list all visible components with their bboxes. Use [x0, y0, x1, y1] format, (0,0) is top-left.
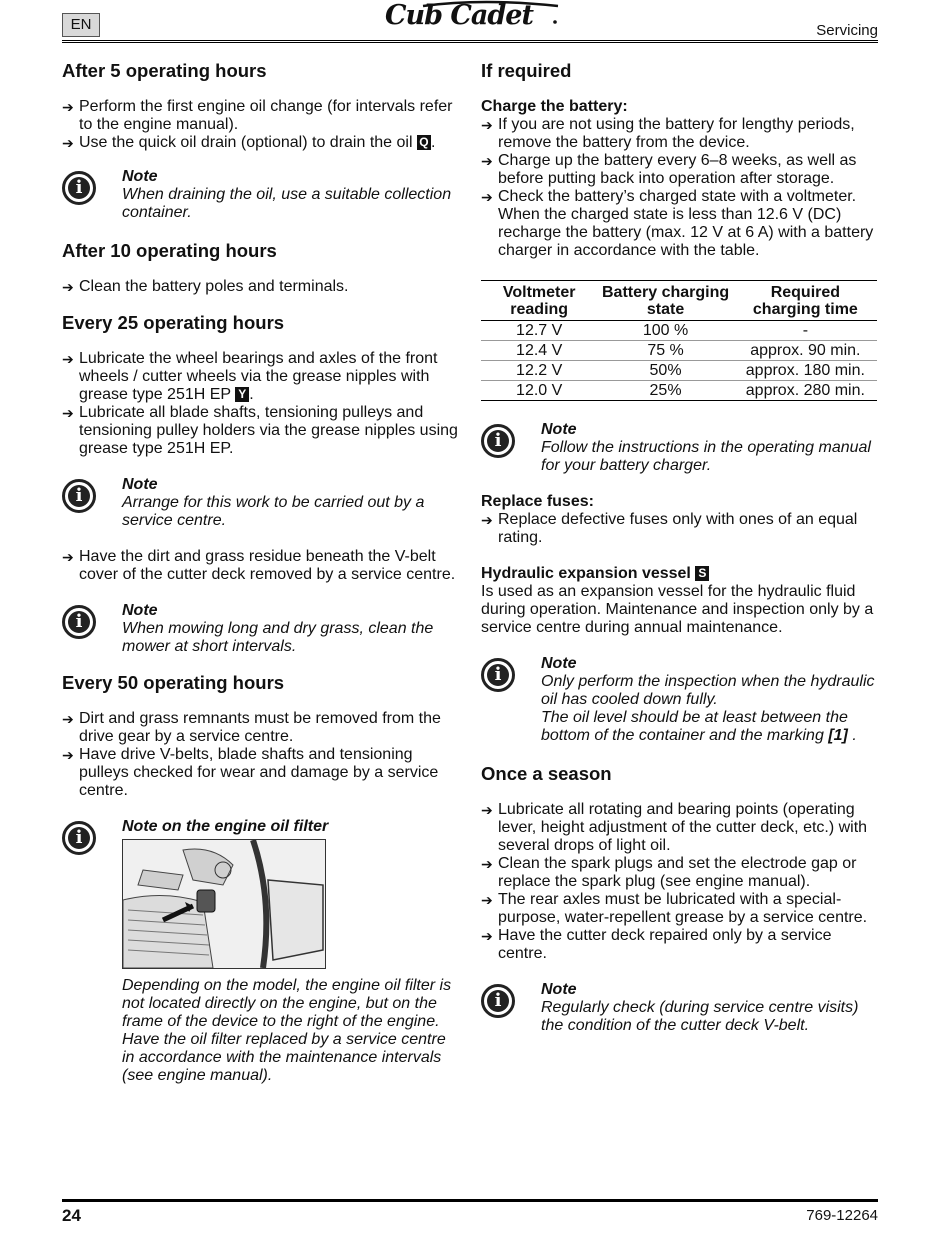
arrow-icon: ➔	[481, 928, 493, 944]
info-icon: i	[62, 821, 96, 855]
table-row	[481, 321, 877, 341]
note-block	[481, 655, 879, 745]
note-body: The oil level should be at least between the bottom of the container and the marking [1] .	[541, 709, 857, 744]
note-body: When draining the oil, use a suitable collection container.	[122, 186, 452, 221]
note-body: When mowing long and dry grass, clean the mower at short intervals.	[122, 620, 434, 655]
page-number: 24	[62, 1206, 81, 1225]
arrow-icon: ➔	[481, 856, 493, 872]
note-block	[481, 981, 879, 1035]
heading-every-50-hours: Every 50 operating hours	[62, 672, 285, 693]
info-icon: i	[481, 658, 515, 692]
table-row	[481, 341, 877, 361]
note-body: Regularly check (during service centre visits) the condition of the cutter deck V-belt.	[541, 999, 859, 1034]
arrow-icon: ➔	[481, 117, 493, 133]
heading-after-10-hours: After 10 operating hours	[62, 240, 277, 261]
note-title: Note	[541, 655, 577, 672]
table-cell: 12.2 V	[481, 361, 597, 381]
arrow-icon: ➔	[62, 135, 74, 151]
arrow-icon: ➔	[62, 99, 74, 115]
table-cell: approx. 180 min.	[734, 361, 877, 381]
hydraulic-body: Is used as an expansion vessel for the hydraulic fluid during operation. Maintenance and inspection only by a service centre during annual maintenance.	[481, 583, 874, 636]
table-cell: 25%	[597, 381, 733, 401]
arrow-icon: ➔	[481, 512, 493, 528]
note-body: Follow the instructions in the operating manual for your battery charger.	[541, 439, 871, 474]
table-cell: 75 %	[597, 341, 733, 361]
info-icon: i	[62, 171, 96, 205]
list-item: ➔ Have the cutter deck repaired only by a service centre.	[481, 927, 832, 962]
table-cell: 12.0 V	[481, 381, 597, 401]
table-cell: 50%	[597, 361, 733, 381]
table-header: Battery charging state	[597, 281, 733, 321]
table-header-row	[481, 281, 877, 321]
table-row	[481, 381, 877, 401]
list-item: ➔ The rear axles must be lubricated with a special-purpose, water-repellent grease by a service centre.	[481, 891, 868, 926]
note-block	[62, 168, 462, 222]
subheading-charge-battery: Charge the battery:	[481, 98, 628, 115]
marking-ref: [1]	[828, 727, 848, 744]
header-rule	[62, 40, 878, 41]
list-item: ➔ If you are not using the battery for lengthy periods, remove the battery from the device.	[481, 116, 855, 151]
list-item: ➔ Replace defective fuses only with ones of an equal rating.	[481, 511, 858, 546]
arrow-icon: ➔	[481, 892, 493, 908]
list-item: ➔ Check the battery’s charged state with a voltmeter. When the charged state is less than 12.6 V (DC) recharge the battery (max. 12 V at 6 A) with a battery charger in accordance with the table.	[481, 188, 874, 259]
key-label: S	[695, 566, 709, 581]
document-code: 769-12264	[806, 1207, 878, 1224]
note-block	[481, 421, 879, 475]
language-badge: EN	[62, 13, 100, 37]
list-item: ➔ Lubricate all blade shafts, tensioning pulleys and tensioning pulley holders via the grease nipples using grease type 251H EP.	[62, 404, 458, 457]
note-body: Depending on the model, the engine oil filter is not located directly on the engine, but on the frame of the device to the right of the engine.	[122, 977, 452, 1030]
heading-every-25-hours: Every 25 operating hours	[62, 312, 285, 333]
list-item: ➔ Lubricate all rotating and bearing points (operating lever, height adjustment of the cutter deck, etc.) with several drops of light oil.	[481, 801, 868, 854]
list-item: ➔ Dirt and grass remnants must be removed from the drive gear by a service centre.	[62, 710, 441, 745]
table-cell: -	[734, 321, 877, 341]
info-icon: i	[62, 479, 96, 513]
arrow-icon: ➔	[481, 802, 493, 818]
arrow-icon: ➔	[62, 279, 74, 295]
table-header: Required charging time	[734, 281, 877, 321]
left-column	[62, 60, 462, 1085]
note-title: Note	[541, 981, 577, 998]
note-title: Note on the engine oil filter	[122, 818, 329, 835]
note-block	[62, 476, 462, 530]
list-item: ➔ Perform the first engine oil change (for intervals refer to the engine manual).	[62, 98, 453, 133]
info-icon: i	[62, 605, 96, 639]
note-title: Note	[122, 168, 158, 185]
key-label: Q	[417, 135, 431, 150]
section-label: Servicing	[816, 22, 878, 39]
info-icon: i	[481, 984, 515, 1018]
key-label: Y	[235, 387, 249, 402]
note-body: Arrange for this work to be carried out by a service centre.	[122, 494, 425, 529]
note-body: Only perform the inspection when the hydraulic oil has cooled down fully.	[541, 673, 875, 708]
list-item: ➔ Clean the spark plugs and set the electrode gap or replace the spark plug (see engine manual).	[481, 855, 857, 890]
arrow-icon: ➔	[481, 153, 493, 169]
list-item: ➔ Charge up the battery every 6–8 weeks, as well as before putting back into operation after storage.	[481, 152, 857, 187]
table-cell: 12.7 V	[481, 321, 597, 341]
right-column	[481, 60, 879, 1035]
note-title: Note	[122, 476, 158, 493]
table-cell: approx. 90 min.	[734, 341, 877, 361]
arrow-icon: ➔	[62, 405, 74, 421]
heading-if-required: If required	[481, 60, 572, 81]
note-title: Note	[122, 602, 158, 619]
arrow-icon: ➔	[62, 711, 74, 727]
list-item: ➔ Have the dirt and grass residue beneath the V-belt cover of the cutter deck removed by a service centre.	[62, 548, 456, 583]
list-item: ➔ Have drive V-belts, blade shafts and tensioning pulleys checked for wear and damage by a service centre.	[62, 746, 439, 799]
table-cell: 100 %	[597, 321, 733, 341]
subheading-hydraulic-vessel: Hydraulic expansion vessel S	[481, 565, 879, 583]
heading-once-a-season: Once a season	[481, 763, 612, 784]
list-item: ➔ Clean the battery poles and terminals.	[62, 278, 349, 295]
table-row	[481, 361, 877, 381]
heading-after-5-hours: After 5 operating hours	[62, 60, 267, 81]
oil-filter-photo	[122, 839, 326, 969]
arrow-icon: ➔	[62, 549, 74, 565]
subheading-replace-fuses: Replace fuses:	[481, 493, 594, 510]
battery-table	[481, 280, 877, 401]
list-item: ➔ Use the quick oil drain (optional) to drain the oil Q .	[62, 134, 436, 151]
arrow-icon: ➔	[62, 351, 74, 367]
table-cell: 12.4 V	[481, 341, 597, 361]
note-title: Note	[541, 421, 577, 438]
note-block	[62, 818, 462, 1085]
brand-text: Cub Cadet	[385, 0, 533, 30]
note-body: Have the oil filter replaced by a service centre in accordance with the maintenance intervals (see engine manual).	[122, 1031, 446, 1084]
arrow-icon: ➔	[62, 747, 74, 763]
brand-logo	[383, 0, 563, 30]
table-cell: approx. 280 min.	[734, 381, 877, 401]
list-item: ➔ Lubricate the wheel bearings and axles of the front wheels / cutter wheels via the grease nipples with grease type 251H EP Y .	[62, 350, 438, 403]
note-block	[62, 602, 462, 656]
footer-rule	[62, 1199, 878, 1202]
table-header: Voltmeter reading	[481, 281, 597, 321]
header-rule-2	[62, 42, 878, 43]
arrow-icon: ➔	[481, 189, 493, 205]
info-icon: i	[481, 424, 515, 458]
